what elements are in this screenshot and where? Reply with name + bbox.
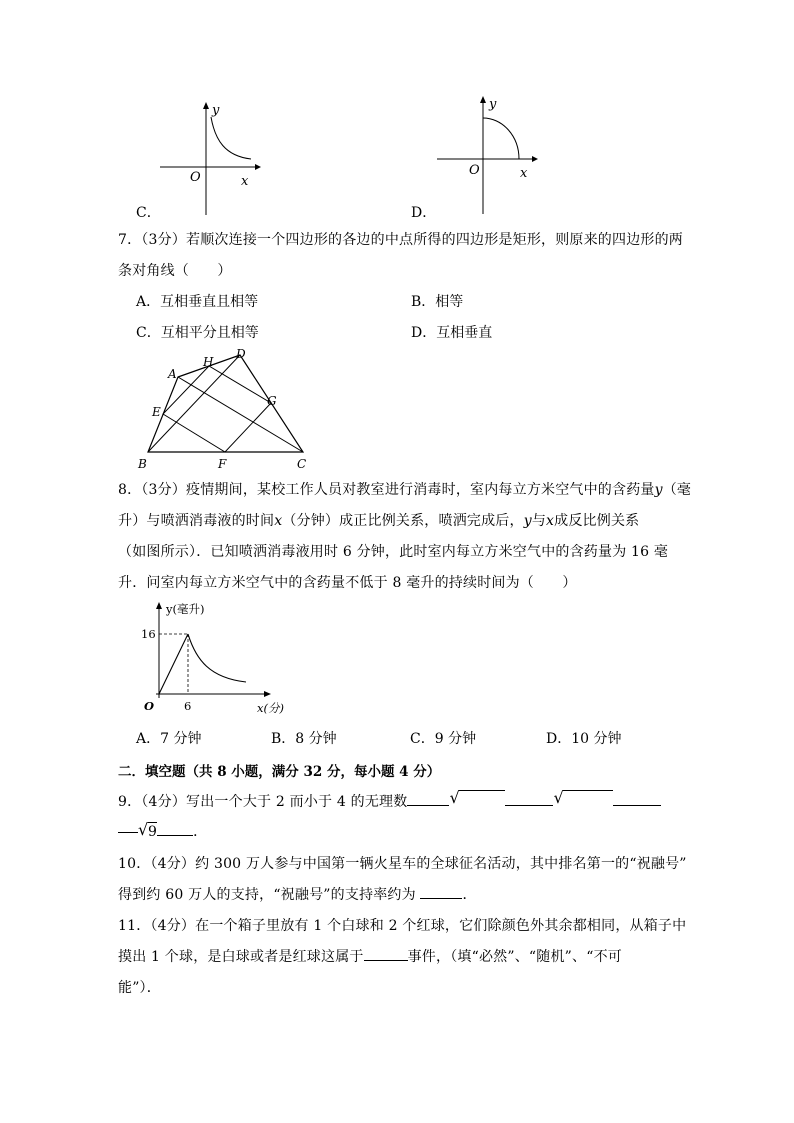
q8-y-axis-label: y(毫升) — [166, 602, 205, 616]
q7-quadrilateral-figure — [134, 344, 314, 472]
q8-stem-line4: 升．问室内每立方米空气中的含药量不低于 8 毫升的持续时间为（ ） — [118, 575, 577, 591]
graph-d-origin: O — [469, 163, 480, 178]
q10-end: ． — [462, 887, 477, 903]
q8-stem-line1 — [118, 479, 691, 499]
q8-line2-var-x2: x — [546, 513, 555, 529]
q8-line2-var-x: x — [274, 513, 283, 529]
q8-x-tick-6: 6 — [184, 699, 192, 713]
q8-line2-var-y: y — [523, 513, 532, 529]
q8-option-c[interactable]: C．9 分钟 — [410, 731, 477, 747]
graph-d-curve — [483, 118, 519, 159]
graph-c-y-label: y — [212, 103, 220, 118]
q11-line2 — [118, 946, 622, 966]
q9-prefix: 9．（4分）写出一个大于 2 而小于 4 的无理数 — [118, 794, 408, 810]
q9-radicand: 9 — [148, 824, 158, 840]
q9-answer-blank-5[interactable] — [157, 821, 193, 836]
graph-d-x-arrow — [532, 156, 538, 162]
q11-answer-blank[interactable] — [364, 946, 408, 961]
q8-line1-end: （毫 — [662, 482, 692, 498]
graph-d — [432, 92, 542, 217]
diagonal-bd — [148, 355, 240, 452]
q7-option-a[interactable]: A．互相垂直且相等 — [136, 294, 259, 310]
graph-d-x-label: x — [520, 166, 528, 181]
graph-c — [155, 100, 265, 220]
option-c-graph-label[interactable]: C． — [136, 205, 161, 221]
q9-answer-blank-4[interactable] — [118, 832, 138, 833]
q8-graph — [138, 598, 298, 720]
q8-line2-c: 与 — [531, 513, 547, 529]
q8-inverse-curve — [188, 634, 246, 682]
q7-stem-line2: 条对角线（ ） — [118, 263, 232, 279]
q10-answer-blank[interactable] — [420, 884, 462, 899]
q11-line3: 能”）． — [118, 980, 161, 996]
q8-option-a[interactable]: A．7 分钟 — [136, 731, 202, 747]
vertex-label-f: F — [218, 457, 227, 471]
vertex-label-c: C — [297, 457, 307, 471]
q8-origin: O — [144, 699, 155, 713]
option-d-graph-label[interactable]: D． — [411, 205, 437, 221]
q9-answer-blank-1[interactable] — [407, 791, 449, 806]
q8-stem-line2 — [118, 510, 639, 530]
diagonal-ac — [178, 377, 303, 452]
q8-line1-var-y: y — [654, 482, 663, 498]
vertex-label-h: H — [203, 355, 214, 369]
graph-d-y-arrow — [480, 96, 486, 103]
q9-sqrt-1: √ — [449, 792, 505, 810]
q7-option-c[interactable]: C．互相平分且相等 — [136, 325, 259, 341]
q9-sqrt-blank-1[interactable] — [459, 792, 505, 806]
q7-option-d[interactable]: D．互相垂直 — [411, 325, 493, 341]
q9-sqrt-2: √ — [553, 792, 613, 810]
section-2-heading: 二．填空题（共 8 小题，满分 32 分，每小题 4 分） — [118, 764, 441, 780]
q8-y-tick-16: 16 — [141, 627, 156, 641]
q9-sqrt-blank-2[interactable] — [563, 792, 613, 806]
q10-line2 — [118, 884, 477, 904]
graph-c-x-label: x — [241, 174, 249, 189]
q11-line2-a: 摸出 1 个球，是白球或者是红球这属于 — [118, 949, 364, 965]
q10-line2-text: 得到约 60 万人的支持，“祝融号”的支持率约为 — [118, 887, 416, 903]
vertex-label-g: G — [267, 394, 277, 408]
q9-line1 — [118, 788, 661, 811]
q9-sqrt-9: √ 9 — [138, 820, 158, 840]
q9-line2 — [118, 821, 207, 841]
graph-c-x-arrow — [255, 164, 261, 170]
q8-linear-segment — [159, 634, 188, 694]
graph-d-y-label: y — [489, 97, 497, 112]
q8-stem-line3: （如图所示）．已知喷洒消毒液用时 6 分钟，此时室内每立方米空气中的含药量为 16 毫 — [118, 544, 669, 560]
q8-option-d[interactable]: D．10 分钟 — [546, 731, 622, 747]
q9-end: ． — [193, 824, 208, 840]
q9-answer-blank-3[interactable] — [613, 791, 661, 806]
graph-c-curve — [211, 117, 251, 159]
graph-c-y-arrow — [203, 102, 209, 109]
q11-line2-b: 事件，（填“必然”、“随机”、“不可 — [407, 949, 622, 965]
q8-line2-d: 成反比例关系 — [554, 513, 640, 529]
q11-line1: 11．（4分）在一个箱子里放有 1 个白球和 2 个红球，它们除颜色外其余都相同，从箱子中 — [118, 918, 687, 934]
q8-option-b[interactable]: B．8 分钟 — [271, 731, 337, 747]
graph-c-origin: O — [190, 170, 201, 185]
q8-line2-a: 升）与喷洒消毒液的时间 — [118, 513, 275, 529]
vertex-label-e: E — [152, 405, 161, 419]
q7-stem-line1: 7．（3分）若顺次连接一个四边形的各边的中点所得的四边形是矩形，则原来的四边形的两 — [118, 232, 684, 248]
q8-line1-text: 8．（3分）疫情期间，某校工作人员对教室进行消毒时，室内每立方米空气中的含药量 — [118, 482, 655, 498]
q10-line1: 10．（4分）约 300 万人参与中国第一辆火星车的全球征名活动，其中排名第一的“祝融号” — [118, 856, 687, 872]
vertex-label-a: A — [168, 367, 177, 381]
q8-x-axis-label: x(分) — [257, 701, 284, 715]
q9-answer-blank-2[interactable] — [505, 791, 553, 806]
q8-x-arrow — [264, 691, 271, 697]
vertex-label-b: B — [138, 457, 147, 471]
q8-line2-b: （分钟）成正比例关系，喷洒完成后， — [282, 513, 524, 529]
q7-option-b[interactable]: B．相等 — [411, 294, 464, 310]
vertex-label-d: D — [236, 347, 246, 361]
q8-y-arrow — [156, 602, 162, 609]
